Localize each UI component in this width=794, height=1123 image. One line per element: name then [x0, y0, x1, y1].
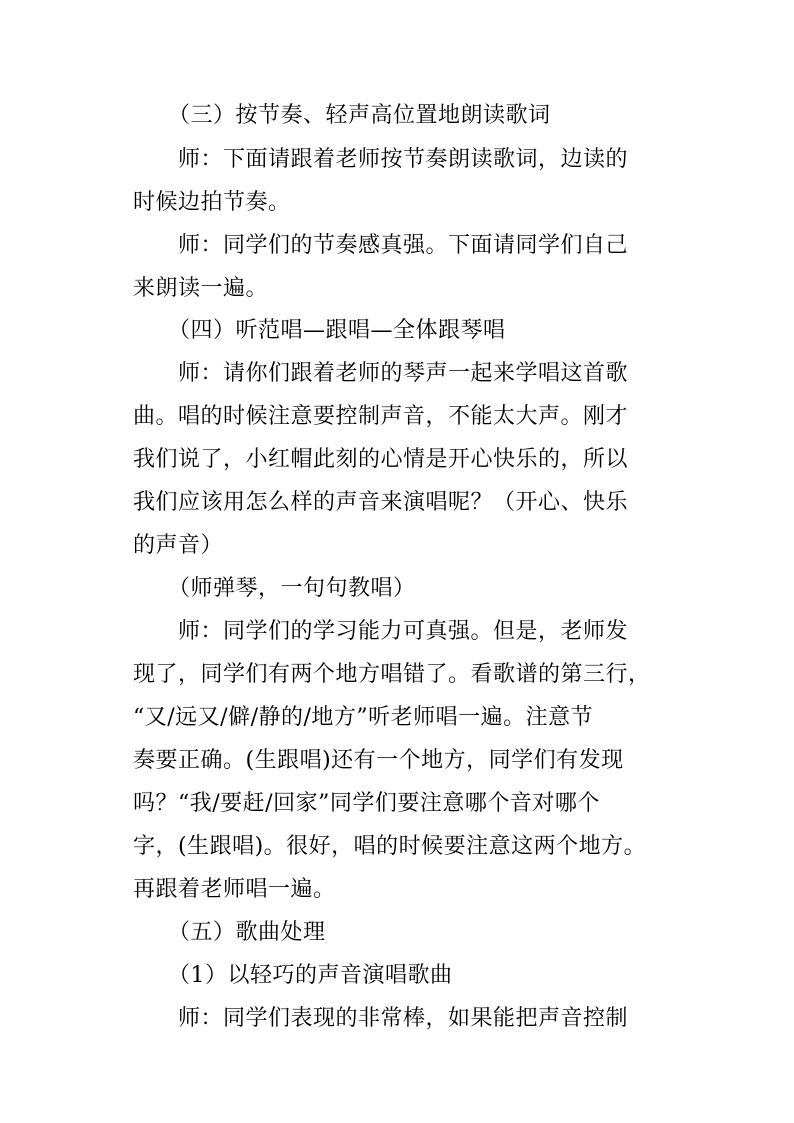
paragraph-line: 我们说了，小红帽此刻的心情是开心快乐的，所以: [133, 447, 629, 472]
paragraph-line: 的声音）: [133, 533, 224, 558]
paragraph-line: 来朗读一遍。: [133, 276, 269, 301]
section-heading-5: （五）歌曲处理: [168, 920, 326, 945]
section-heading-4: （四）听范唱—跟唱—全体跟琴唱: [168, 318, 506, 343]
paragraph-line: 我们应该用怎么样的声音来演唱呢？（开心、快乐: [133, 490, 629, 515]
paragraph-line: “又/远又/僻/静的/地方”听老师唱一遍。注意节: [133, 705, 594, 730]
paragraph-line: 师：下面请跟着老师按节奏朗读歌词，边读的: [178, 147, 629, 172]
subsection-heading-1: （1）以轻巧的声音演唱歌曲: [168, 963, 453, 988]
paragraph-line: 师：同学们的学习能力可真强。但是，老师发: [178, 619, 629, 644]
paragraph-line: 再跟着老师唱一遍。: [133, 877, 336, 902]
paragraph-line: 师：请你们跟着老师的琴声一起来学唱这首歌: [178, 361, 629, 386]
paragraph-line: 奏要正确。(生跟唱)还有一个地方，同学们有发现: [133, 748, 624, 773]
paragraph-line: 师：同学们的节奏感真强。下面请同学们自己: [178, 233, 629, 258]
paragraph-line: 吗？“我/要赶/回家”同学们要注意哪个音对哪个: [133, 791, 600, 816]
paragraph-line: 现了，同学们有两个地方唱错了。看歌谱的第三行，: [133, 662, 651, 687]
paragraph-line: 字，(生跟唱)。很好，唱的时候要注意这两个地方。: [133, 834, 647, 859]
paragraph-line: 曲。唱的时候注意要控制声音，不能太大声。刚才: [133, 404, 629, 429]
paragraph-line: 时候边拍节奏。: [133, 190, 291, 215]
paragraph-line: 师：同学们表现的非常棒，如果能把声音控制: [178, 1006, 629, 1031]
section-heading-3: （三）按节奏、轻声高位置地朗读歌词: [168, 103, 551, 128]
paragraph-line: （师弹琴，一句句教唱）: [168, 576, 416, 601]
